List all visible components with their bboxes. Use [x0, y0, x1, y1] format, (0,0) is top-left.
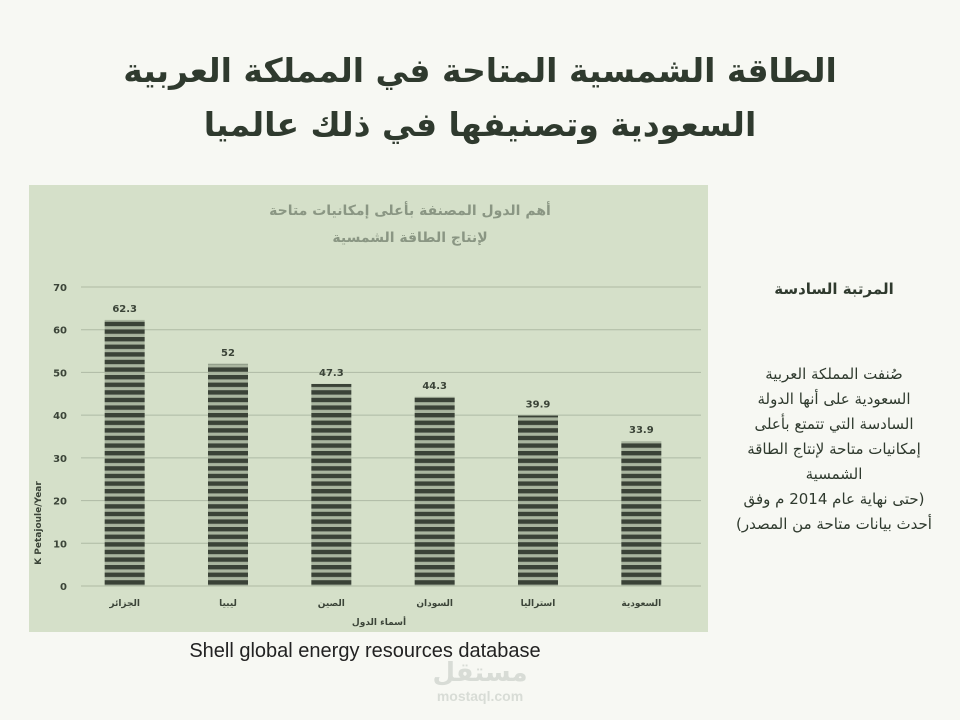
x-axis-label: أسماء الدول: [351, 618, 407, 628]
bars: [105, 320, 662, 586]
page-title-line-2: السعودية وتصنيفها في ذلك عالميا: [203, 105, 757, 144]
y-tick-label-7: 70: [53, 283, 67, 294]
page-title-line-1: الطاقة الشمسية المتاحة في المملكة العربية: [123, 51, 837, 90]
y-tick-label-5: 50: [53, 368, 67, 380]
rank-description-line-6: (حتى نهاية عام 2014 م وفق: [743, 490, 925, 508]
data-label-1: 52: [221, 347, 235, 359]
side-panel: [714, 280, 954, 537]
y-tick-label-4: 40: [53, 411, 67, 423]
x-tick-label-3: السودان: [416, 599, 453, 609]
data-label-0: 62.3: [112, 303, 138, 315]
data-label-4: 39.9: [525, 399, 551, 411]
chart-title-line-2: لإنتاج الطاقة الشمسية: [332, 230, 488, 246]
bar-5: [621, 441, 661, 586]
data-label-3: 44.3: [422, 380, 448, 392]
bar-1: [208, 364, 248, 586]
x-tick-label-2: الصين: [317, 599, 345, 609]
page-title: [40, 44, 920, 152]
x-tick-label-4: استراليا: [520, 599, 556, 609]
x-tick-label-5: السعودية: [621, 599, 662, 609]
rank-description-line-3: السادسة التي تتمتع بأعلى: [754, 415, 914, 433]
x-tick-label-1: ليبيا: [219, 599, 237, 609]
rank-description-line-5: الشمسية: [805, 465, 863, 483]
watermark-logo: [395, 658, 565, 704]
bar-3: [415, 397, 455, 586]
y-axis-label: K Petajoule/Year: [34, 481, 44, 565]
x-axis-ticks: [108, 599, 661, 609]
rank-description-line-4: إمكانيات متاحة لإنتاج الطاقة: [747, 440, 921, 458]
bar-2: [311, 384, 351, 586]
y-axis-ticks: [53, 283, 67, 593]
rank-heading: المرتبة السادسة: [774, 280, 894, 298]
y-tick-label-1: 10: [53, 539, 67, 551]
data-label-5: 33.9: [628, 425, 654, 437]
y-tick-label-2: 20: [53, 496, 67, 508]
y-tick-label-3: 30: [53, 453, 67, 465]
data-label-2: 47.3: [318, 367, 344, 379]
watermark-arabic: مستقل: [432, 658, 528, 688]
y-tick-label-6: 60: [53, 325, 67, 337]
rank-description-line-1: صُنفت المملكة العربية: [765, 365, 903, 383]
source-credit: Shell global energy resources database: [189, 640, 541, 662]
bar-0: [105, 320, 145, 586]
y-tick-label-0: 0: [60, 582, 67, 593]
chart-title-line-1: أهم الدول المصنفة بأعلى إمكانيات متاحة: [269, 203, 551, 219]
watermark-latin: mostaql.com: [436, 688, 524, 704]
rank-description-line-2: السعودية على أنها الدولة: [757, 390, 911, 408]
rank-description: [714, 362, 954, 537]
grid-lines: [81, 287, 701, 586]
x-tick-label-0: الجزائر: [109, 599, 140, 609]
data-labels: [112, 304, 653, 436]
bar-chart: [29, 185, 708, 632]
rank-description-line-7: أحدث بيانات متاحة من المصدر): [736, 515, 932, 533]
bar-4: [518, 416, 558, 586]
chart-panel: [29, 185, 708, 632]
